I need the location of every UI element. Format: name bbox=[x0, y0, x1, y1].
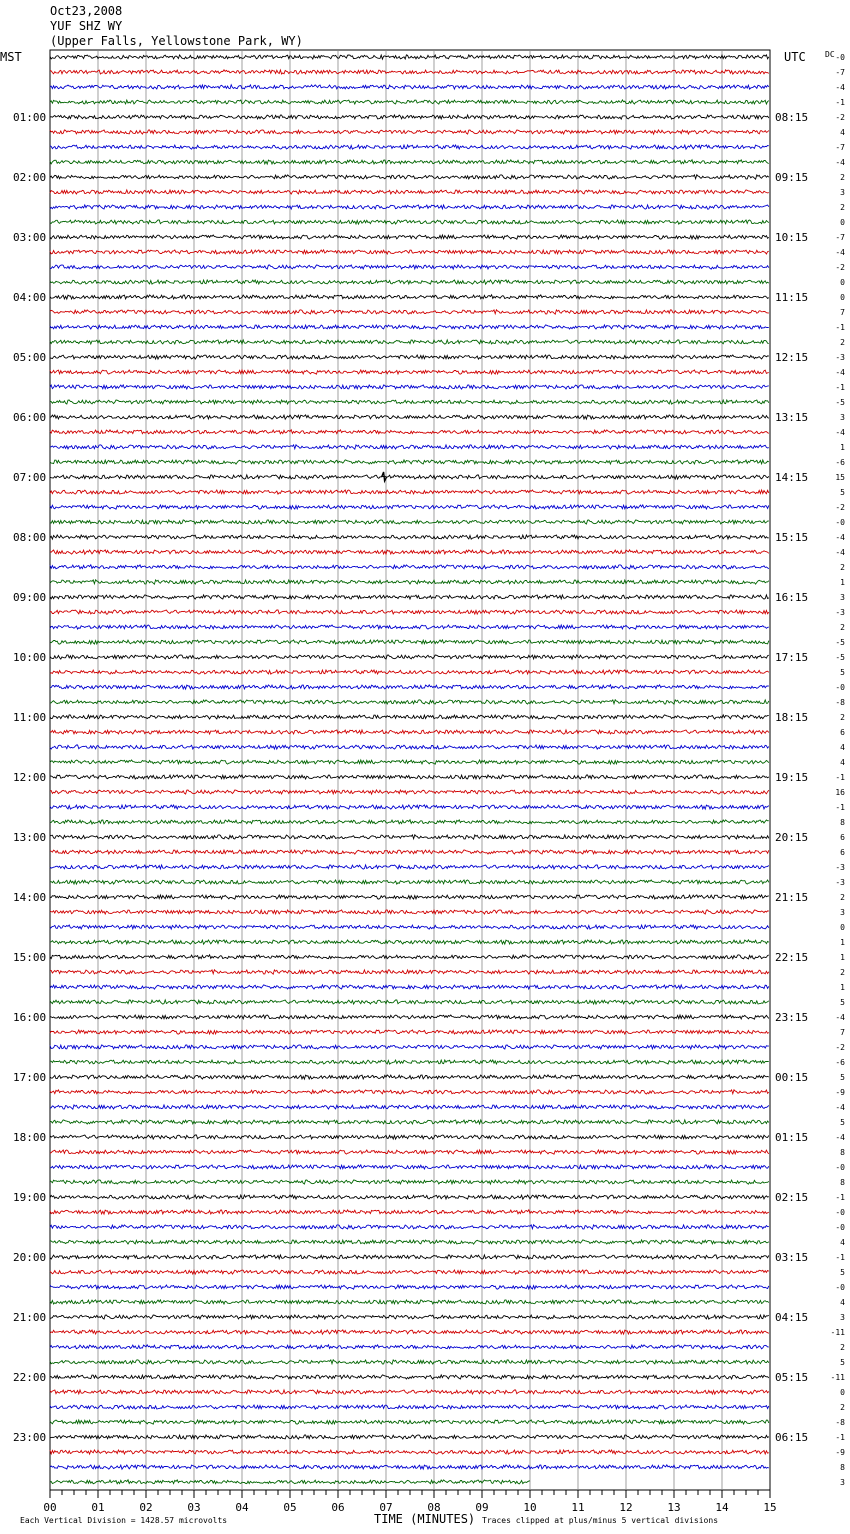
trace-line bbox=[50, 550, 769, 554]
dc-offset-label: 4 bbox=[840, 1298, 845, 1307]
dc-offset-label: -1 bbox=[835, 1253, 845, 1262]
trace-line bbox=[50, 1465, 769, 1469]
dc-offset-label: -4 bbox=[835, 368, 845, 377]
trace-line bbox=[50, 1285, 769, 1289]
hour-label-mst: 09:00 bbox=[13, 591, 47, 604]
dc-offset-label: 4 bbox=[840, 128, 845, 137]
dc-offset-label: -11 bbox=[830, 1328, 845, 1337]
trace-line bbox=[50, 370, 769, 374]
dc-offset-label: -3 bbox=[835, 353, 845, 362]
dc-offset-label: 3 bbox=[840, 908, 845, 917]
trace-line bbox=[50, 520, 769, 524]
hour-label-utc: 08:15 bbox=[775, 111, 809, 124]
hour-label-utc: 02:15 bbox=[775, 1191, 809, 1204]
trace-line bbox=[50, 490, 769, 494]
dc-offset-label: -1 bbox=[835, 323, 845, 332]
dc-offset-label: 2 bbox=[840, 563, 845, 572]
trace-line bbox=[50, 730, 769, 734]
trace-group bbox=[50, 55, 769, 1484]
dc-offset-label: 4 bbox=[840, 758, 845, 767]
dc-offset-label: 5 bbox=[840, 998, 845, 1007]
hour-label-utc: 06:15 bbox=[775, 1431, 809, 1444]
trace-line bbox=[50, 745, 769, 749]
hour-label-mst: 13:00 bbox=[13, 831, 47, 844]
hour-label-mst: 16:00 bbox=[13, 1011, 47, 1024]
trace-line bbox=[50, 1210, 769, 1214]
dc-offset-label: -0 bbox=[835, 1283, 845, 1292]
trace-line bbox=[50, 1090, 769, 1094]
x-axis-title: TIME (MINUTES) bbox=[374, 1512, 476, 1526]
dc-offset-label: 16 bbox=[835, 788, 845, 797]
trace-line bbox=[50, 580, 769, 584]
trace-line bbox=[50, 415, 769, 419]
trace-line bbox=[50, 625, 769, 629]
trace-line bbox=[50, 1360, 769, 1364]
x-tick-label: 08 bbox=[427, 1501, 441, 1514]
dc-offset-label: 4 bbox=[840, 743, 845, 752]
trace-line bbox=[50, 880, 769, 884]
hour-label-utc: 13:15 bbox=[775, 411, 809, 424]
dc-offset-label: -0 bbox=[835, 53, 845, 62]
trace-line bbox=[50, 250, 769, 254]
dc-offset-label: 8 bbox=[840, 1178, 845, 1187]
x-tick-label: 13 bbox=[667, 1501, 681, 1514]
trace-line bbox=[50, 430, 769, 434]
dc-offset-label: -0 bbox=[835, 1163, 845, 1172]
dc-offset-label: 2 bbox=[840, 1403, 845, 1412]
dc-offset-label: 4 bbox=[840, 1238, 845, 1247]
trace-line bbox=[50, 670, 769, 674]
trace-line bbox=[50, 955, 769, 959]
dc-offset-label: 0 bbox=[840, 278, 845, 287]
dc-offset-label: -7 bbox=[835, 68, 845, 77]
x-tick-label: 11 bbox=[571, 1501, 585, 1514]
dc-offset-label: -2 bbox=[835, 1043, 845, 1052]
hour-label-mst: 15:00 bbox=[13, 951, 47, 964]
trace-line bbox=[50, 685, 769, 689]
header-date: Oct23,2008 bbox=[50, 4, 123, 18]
trace-line bbox=[50, 1075, 769, 1079]
hour-label-mst: 04:00 bbox=[13, 291, 47, 304]
hour-label-utc: 14:15 bbox=[775, 471, 809, 484]
trace-line bbox=[50, 640, 769, 644]
hour-label-mst: 01:00 bbox=[13, 111, 47, 124]
dc-title: DC bbox=[825, 50, 835, 59]
dc-offset-label: -4 bbox=[835, 1103, 845, 1112]
dc-offset-label: -1 bbox=[835, 803, 845, 812]
dc-offset-label: 7 bbox=[840, 1028, 845, 1037]
hour-label-utc: 22:15 bbox=[775, 951, 809, 964]
x-axis bbox=[43, 1490, 776, 1514]
dc-offset-label: 6 bbox=[840, 848, 845, 857]
dc-offset-label: -4 bbox=[835, 548, 845, 557]
dc-offset-label: 1 bbox=[840, 953, 845, 962]
dc-offset-label: -11 bbox=[830, 1373, 845, 1382]
dc-offset-label: -4 bbox=[835, 533, 845, 542]
trace-line bbox=[50, 940, 769, 944]
hour-label-utc: 00:15 bbox=[775, 1071, 809, 1084]
trace-line bbox=[50, 445, 769, 449]
hour-label-mst: 08:00 bbox=[13, 531, 47, 544]
dc-offset-label: 0 bbox=[840, 293, 845, 302]
hour-label-mst: 17:00 bbox=[13, 1071, 47, 1084]
dc-offset-label: -1 bbox=[835, 1433, 845, 1442]
trace-line bbox=[50, 1195, 769, 1199]
trace-line bbox=[50, 775, 769, 779]
trace-line bbox=[50, 115, 769, 119]
hour-label-utc: 23:15 bbox=[775, 1011, 809, 1024]
dc-offset-label: 2 bbox=[840, 203, 845, 212]
trace-line bbox=[50, 790, 769, 794]
x-tick-label: 10 bbox=[523, 1501, 537, 1514]
dc-offset-label: -7 bbox=[835, 143, 845, 152]
dc-offset-label: 6 bbox=[840, 728, 845, 737]
dc-offset-label: -4 bbox=[835, 1133, 845, 1142]
dc-offset-label: 5 bbox=[840, 1118, 845, 1127]
dc-offset-label: -5 bbox=[835, 398, 845, 407]
hour-label-utc: 18:15 bbox=[775, 711, 809, 724]
trace-line bbox=[50, 175, 769, 179]
trace-line bbox=[50, 1345, 769, 1349]
hour-label-utc: 16:15 bbox=[775, 591, 809, 604]
dc-offset-label: 8 bbox=[840, 818, 845, 827]
trace-line bbox=[50, 1435, 769, 1439]
trace-line bbox=[50, 1225, 769, 1229]
trace-line bbox=[50, 475, 769, 479]
hour-label-utc: 17:15 bbox=[775, 651, 809, 664]
dc-offset-label: -2 bbox=[835, 263, 845, 272]
dc-offset-label: 3 bbox=[840, 593, 845, 602]
dc-offset-label: -0 bbox=[835, 1223, 845, 1232]
x-tick-label: 01 bbox=[91, 1501, 105, 1514]
trace-line bbox=[50, 1270, 769, 1274]
trace-line bbox=[50, 295, 769, 299]
trace-line bbox=[50, 70, 769, 74]
x-tick-label: 07 bbox=[379, 1501, 393, 1514]
trace-line bbox=[50, 505, 769, 509]
hour-label-utc: 03:15 bbox=[775, 1251, 809, 1264]
trace-line bbox=[50, 925, 769, 929]
trace-line bbox=[50, 595, 769, 599]
dc-offset-label: -4 bbox=[835, 428, 845, 437]
x-tick-label: 14 bbox=[715, 1501, 729, 1514]
hour-label-utc: 15:15 bbox=[775, 531, 809, 544]
trace-line bbox=[50, 130, 769, 134]
dc-offset-label: -2 bbox=[835, 503, 845, 512]
dc-offset-label: -3 bbox=[835, 608, 845, 617]
dc-offset-label: 2 bbox=[840, 173, 845, 182]
trace-line bbox=[50, 1150, 769, 1154]
dc-offset-label: -8 bbox=[835, 698, 845, 707]
trace-line bbox=[50, 145, 769, 149]
dc-offset-label: 1 bbox=[840, 983, 845, 992]
dc-offset-label: 5 bbox=[840, 668, 845, 677]
right-axis-title: UTC bbox=[784, 50, 806, 64]
x-tick-label: 06 bbox=[331, 1501, 345, 1514]
hour-label-utc: 04:15 bbox=[775, 1311, 809, 1324]
x-tick-label: 00 bbox=[43, 1501, 57, 1514]
dc-offset-label: 3 bbox=[840, 1478, 845, 1487]
trace-line bbox=[50, 910, 769, 914]
trace-line bbox=[50, 400, 769, 404]
footer-scale-note: Each Vertical Division = 1428.57 microvolts bbox=[20, 1516, 228, 1525]
trace-line bbox=[50, 160, 769, 164]
hour-label-mst: 19:00 bbox=[13, 1191, 47, 1204]
dc-offset-label: 2 bbox=[840, 713, 845, 722]
trace-line bbox=[50, 1015, 769, 1019]
dc-offset-label: -3 bbox=[835, 878, 845, 887]
dc-offset-label: 5 bbox=[840, 1268, 845, 1277]
dc-offset-label: -0 bbox=[835, 518, 845, 527]
x-tick-label: 02 bbox=[139, 1501, 153, 1514]
trace-line bbox=[50, 1240, 769, 1244]
hour-label-utc: 01:15 bbox=[775, 1131, 809, 1144]
trace-line bbox=[50, 565, 769, 569]
dc-offset-label: 8 bbox=[840, 1463, 845, 1472]
hour-label-mst: 21:00 bbox=[13, 1311, 47, 1324]
dc-offset-label: -1 bbox=[835, 1193, 845, 1202]
trace-line bbox=[50, 1315, 769, 1319]
hour-label-mst: 07:00 bbox=[13, 471, 47, 484]
hour-label-utc: 10:15 bbox=[775, 231, 809, 244]
x-tick-label: 04 bbox=[235, 1501, 249, 1514]
trace-line bbox=[50, 1450, 769, 1454]
dc-offset-label: -4 bbox=[835, 248, 845, 257]
trace-line bbox=[50, 1255, 769, 1259]
trace-line bbox=[50, 1045, 769, 1049]
hour-label-mst: 18:00 bbox=[13, 1131, 47, 1144]
header-station: YUF SHZ WY bbox=[50, 19, 123, 33]
dc-offset-label: 7 bbox=[840, 308, 845, 317]
dc-offset-label: -9 bbox=[835, 1448, 845, 1457]
header-location: (Upper Falls, Yellowstone Park, WY) bbox=[50, 34, 303, 48]
trace-line bbox=[50, 655, 769, 659]
trace-line bbox=[50, 835, 769, 839]
dc-offset-label: 2 bbox=[840, 1343, 845, 1352]
dc-offset-label: -6 bbox=[835, 1058, 845, 1067]
dc-offset-label: -4 bbox=[835, 158, 845, 167]
trace-line bbox=[50, 1180, 769, 1184]
trace-line bbox=[50, 310, 769, 314]
hour-label-mst: 03:00 bbox=[13, 231, 47, 244]
trace-line bbox=[50, 985, 769, 989]
trace-line bbox=[50, 865, 769, 869]
dc-offset-label: 3 bbox=[840, 188, 845, 197]
dc-offset-label: -2 bbox=[835, 113, 845, 122]
dc-offset-label: -9 bbox=[835, 1088, 845, 1097]
dc-offset-label: 5 bbox=[840, 488, 845, 497]
trace-line bbox=[50, 190, 769, 194]
dc-offset-label: -8 bbox=[835, 1418, 845, 1427]
dc-offset-label: 2 bbox=[840, 338, 845, 347]
dc-offset-label: 2 bbox=[840, 968, 845, 977]
trace-line bbox=[50, 1375, 769, 1379]
hour-label-mst: 14:00 bbox=[13, 891, 47, 904]
x-tick-label: 15 bbox=[763, 1501, 777, 1514]
trace-line bbox=[50, 1405, 769, 1409]
hour-label-utc: 05:15 bbox=[775, 1371, 809, 1384]
trace-line bbox=[50, 220, 769, 224]
trace-line bbox=[50, 820, 769, 824]
dc-offset-label: 1 bbox=[840, 578, 845, 587]
dc-offset-label: 8 bbox=[840, 1148, 845, 1157]
dc-offset-label: 5 bbox=[840, 1358, 845, 1367]
dc-offset-label: 6 bbox=[840, 833, 845, 842]
hour-label-utc: 20:15 bbox=[775, 831, 809, 844]
dc-offset-label: -1 bbox=[835, 98, 845, 107]
hour-label-mst: 02:00 bbox=[13, 171, 47, 184]
trace-line bbox=[50, 610, 769, 614]
trace-line bbox=[50, 280, 769, 284]
dc-offset-label: -6 bbox=[835, 458, 845, 467]
hour-label-mst: 23:00 bbox=[13, 1431, 47, 1444]
dc-offset-label: -0 bbox=[835, 1208, 845, 1217]
hour-label-mst: 10:00 bbox=[13, 651, 47, 664]
dc-offset-label: 1 bbox=[840, 443, 845, 452]
dc-offset-label: -4 bbox=[835, 1013, 845, 1022]
dc-offset-label: -5 bbox=[835, 653, 845, 662]
dc-offset-label: 15 bbox=[835, 473, 845, 482]
trace-line bbox=[50, 1000, 769, 1004]
trace-line bbox=[50, 700, 769, 704]
dc-offset-label: -1 bbox=[835, 383, 845, 392]
trace-line bbox=[50, 805, 769, 809]
trace-line bbox=[50, 1105, 769, 1109]
trace-line bbox=[50, 460, 769, 464]
trace-line bbox=[50, 1330, 769, 1334]
hour-label-mst: 11:00 bbox=[13, 711, 47, 724]
dc-offset-label: -5 bbox=[835, 638, 845, 647]
trace-line bbox=[50, 205, 769, 209]
dc-offset-label: 0 bbox=[840, 923, 845, 932]
trace-line bbox=[50, 1060, 769, 1064]
trace-line bbox=[50, 100, 769, 104]
dc-offset-label: 5 bbox=[840, 1073, 845, 1082]
x-tick-label: 05 bbox=[283, 1501, 297, 1514]
x-tick-label: 09 bbox=[475, 1501, 489, 1514]
x-tick-label: 12 bbox=[619, 1501, 633, 1514]
trace-line bbox=[50, 535, 769, 539]
hour-label-mst: 05:00 bbox=[13, 351, 47, 364]
trace-line bbox=[50, 1135, 769, 1139]
dc-offset-label: 1 bbox=[840, 938, 845, 947]
hour-label-utc: 11:15 bbox=[775, 291, 809, 304]
footer-clip-note: Traces clipped at plus/minus 5 vertical divisions bbox=[482, 1516, 719, 1525]
trace-line bbox=[50, 1300, 769, 1304]
trace-line bbox=[50, 235, 769, 239]
dc-offset-label: 0 bbox=[840, 218, 845, 227]
dc-offset-label: -3 bbox=[835, 863, 845, 872]
hour-label-mst: 06:00 bbox=[13, 411, 47, 424]
trace-line bbox=[50, 1120, 769, 1124]
left-axis-title: MST bbox=[0, 50, 22, 64]
trace-line bbox=[50, 1030, 769, 1034]
trace-line bbox=[50, 850, 769, 854]
dc-offset-label: -4 bbox=[835, 83, 845, 92]
dc-offset-label: 2 bbox=[840, 623, 845, 632]
trace-line bbox=[50, 895, 769, 899]
dc-offset-label: 0 bbox=[840, 1388, 845, 1397]
trace-line bbox=[50, 970, 769, 974]
dc-offset-label: -0 bbox=[835, 683, 845, 692]
trace-line bbox=[50, 325, 769, 329]
hour-label-utc: 19:15 bbox=[775, 771, 809, 784]
trace-line bbox=[50, 85, 769, 89]
dc-offset-label: -7 bbox=[835, 233, 845, 242]
dc-offset-label: 3 bbox=[840, 413, 845, 422]
dc-offset-labels bbox=[831, 53, 846, 1487]
trace-line bbox=[50, 1165, 769, 1169]
dc-offset-label: 3 bbox=[840, 1313, 845, 1322]
trace-line bbox=[50, 340, 769, 344]
trace-line bbox=[50, 1420, 769, 1424]
trace-line bbox=[50, 265, 769, 269]
trace-line bbox=[50, 355, 769, 359]
dc-offset-label: -1 bbox=[835, 773, 845, 782]
hour-label-utc: 09:15 bbox=[775, 171, 809, 184]
hour-label-utc: 12:15 bbox=[775, 351, 809, 364]
trace-line bbox=[50, 715, 769, 719]
hour-label-mst: 12:00 bbox=[13, 771, 47, 784]
trace-line bbox=[50, 385, 769, 389]
hour-label-mst: 20:00 bbox=[13, 1251, 47, 1264]
x-tick-label: 03 bbox=[187, 1501, 201, 1514]
trace-line bbox=[50, 55, 769, 59]
hour-label-mst: 22:00 bbox=[13, 1371, 47, 1384]
hour-label-utc: 21:15 bbox=[775, 891, 809, 904]
dc-offset-label: 2 bbox=[840, 893, 845, 902]
trace-line bbox=[50, 1390, 769, 1394]
trace-line bbox=[50, 760, 769, 764]
